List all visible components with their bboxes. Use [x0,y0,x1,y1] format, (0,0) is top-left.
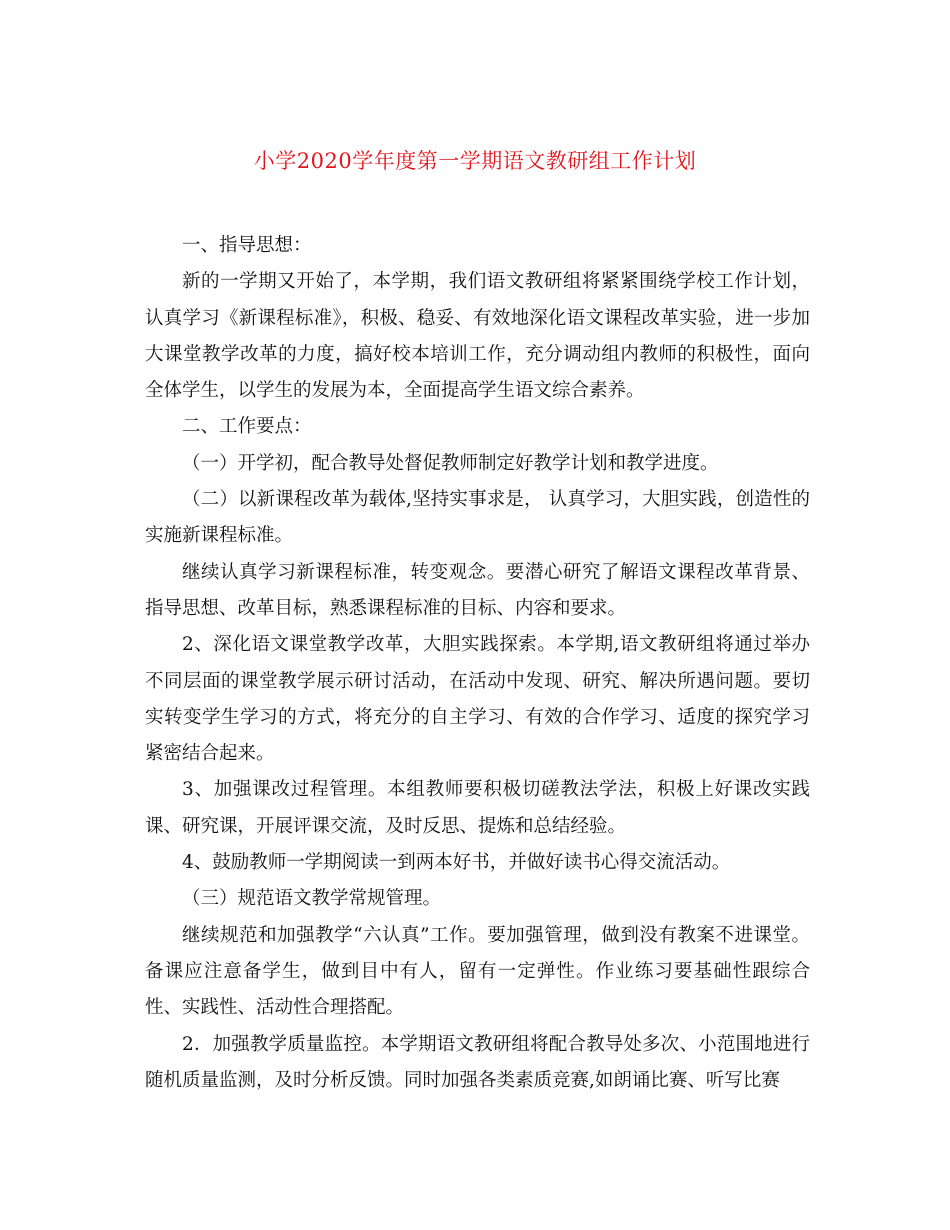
paragraph-item-1: （一）开学初，配合教导处督促教师制定好教学计划和教学进度。 [182,452,719,474]
paragraph-process-management: 3、加强课改过程管理。本组教师要积极切磋教法学法，积极上好课改实践课、研究课，开展评课交流，及时反思、提炼和总结经验。 [145,779,810,837]
paragraph-item-3: （三）规范语文教学常规管理。 [182,888,442,910]
document-body [145,228,810,1099]
paragraph-six-serious: 继续规范和加强教学“六认真”工作。要加强管理，做到没有教案不进课堂。备课应注意备学生，做到目中有人，留有一定弹性。作业练习要基础性跟综合性、实践性、活动性合理搭配。 [145,924,810,1019]
section-heading-guiding-ideology: 一、指导思想： [182,235,312,256]
paragraph-item-2: （二）以新课程改革为载体,坚持实事求是， 认真学习，大胆实践，创造性的实施新课程标准。 [145,489,810,547]
document-title: 小学2020学年度第一学期语文教研组工作计划 [253,149,697,173]
paragraph-guiding-ideology: 新的一学期又开始了，本学期，我们语文教研组将紧紧围绕学校工作计划，认真学习《新课程标准》，积极、稳妥、有效地深化语文课程改革实验，进一步加大课堂教学改革的力度，搞好校本培训工作，充分调动组内教师的积极性，面向全体学生，以学生的发展为本，全面提高学生语文综合素养。 [145,271,810,402]
paragraph-study-standards: 继续认真学习新课程标准，转变观念。要潜心研究了解语文课程改革背景、指导思想、改革目标，熟悉课程标准的目标、内容和要求。 [145,561,810,619]
paragraph-deepen-reform: 2、深化语文课堂教学改革，大胆实践探索。本学期,语文教研组将通过举办不同层面的课堂教学展示研讨活动，在活动中发现、研究、解决所遇问题。要切实转变学生学习的方式，将充分的自主学习、有效的合作学习、适度的探究学习紧密结合起来。 [145,634,810,765]
section-heading-work-points: 二、工作要点： [182,416,312,438]
paragraph-quality-monitoring: 2．加强教学质量监控。本学期语文教研组将配合教导处多次、小范围地进行随机质量监测，及时分析反馈。同时加强各类素质竞赛,如朗诵比赛、听写比赛 [145,1033,810,1091]
paragraph-reading: 4、鼓励教师一学期阅读一到两本好书，并做好读书心得交流活动。 [182,852,731,874]
